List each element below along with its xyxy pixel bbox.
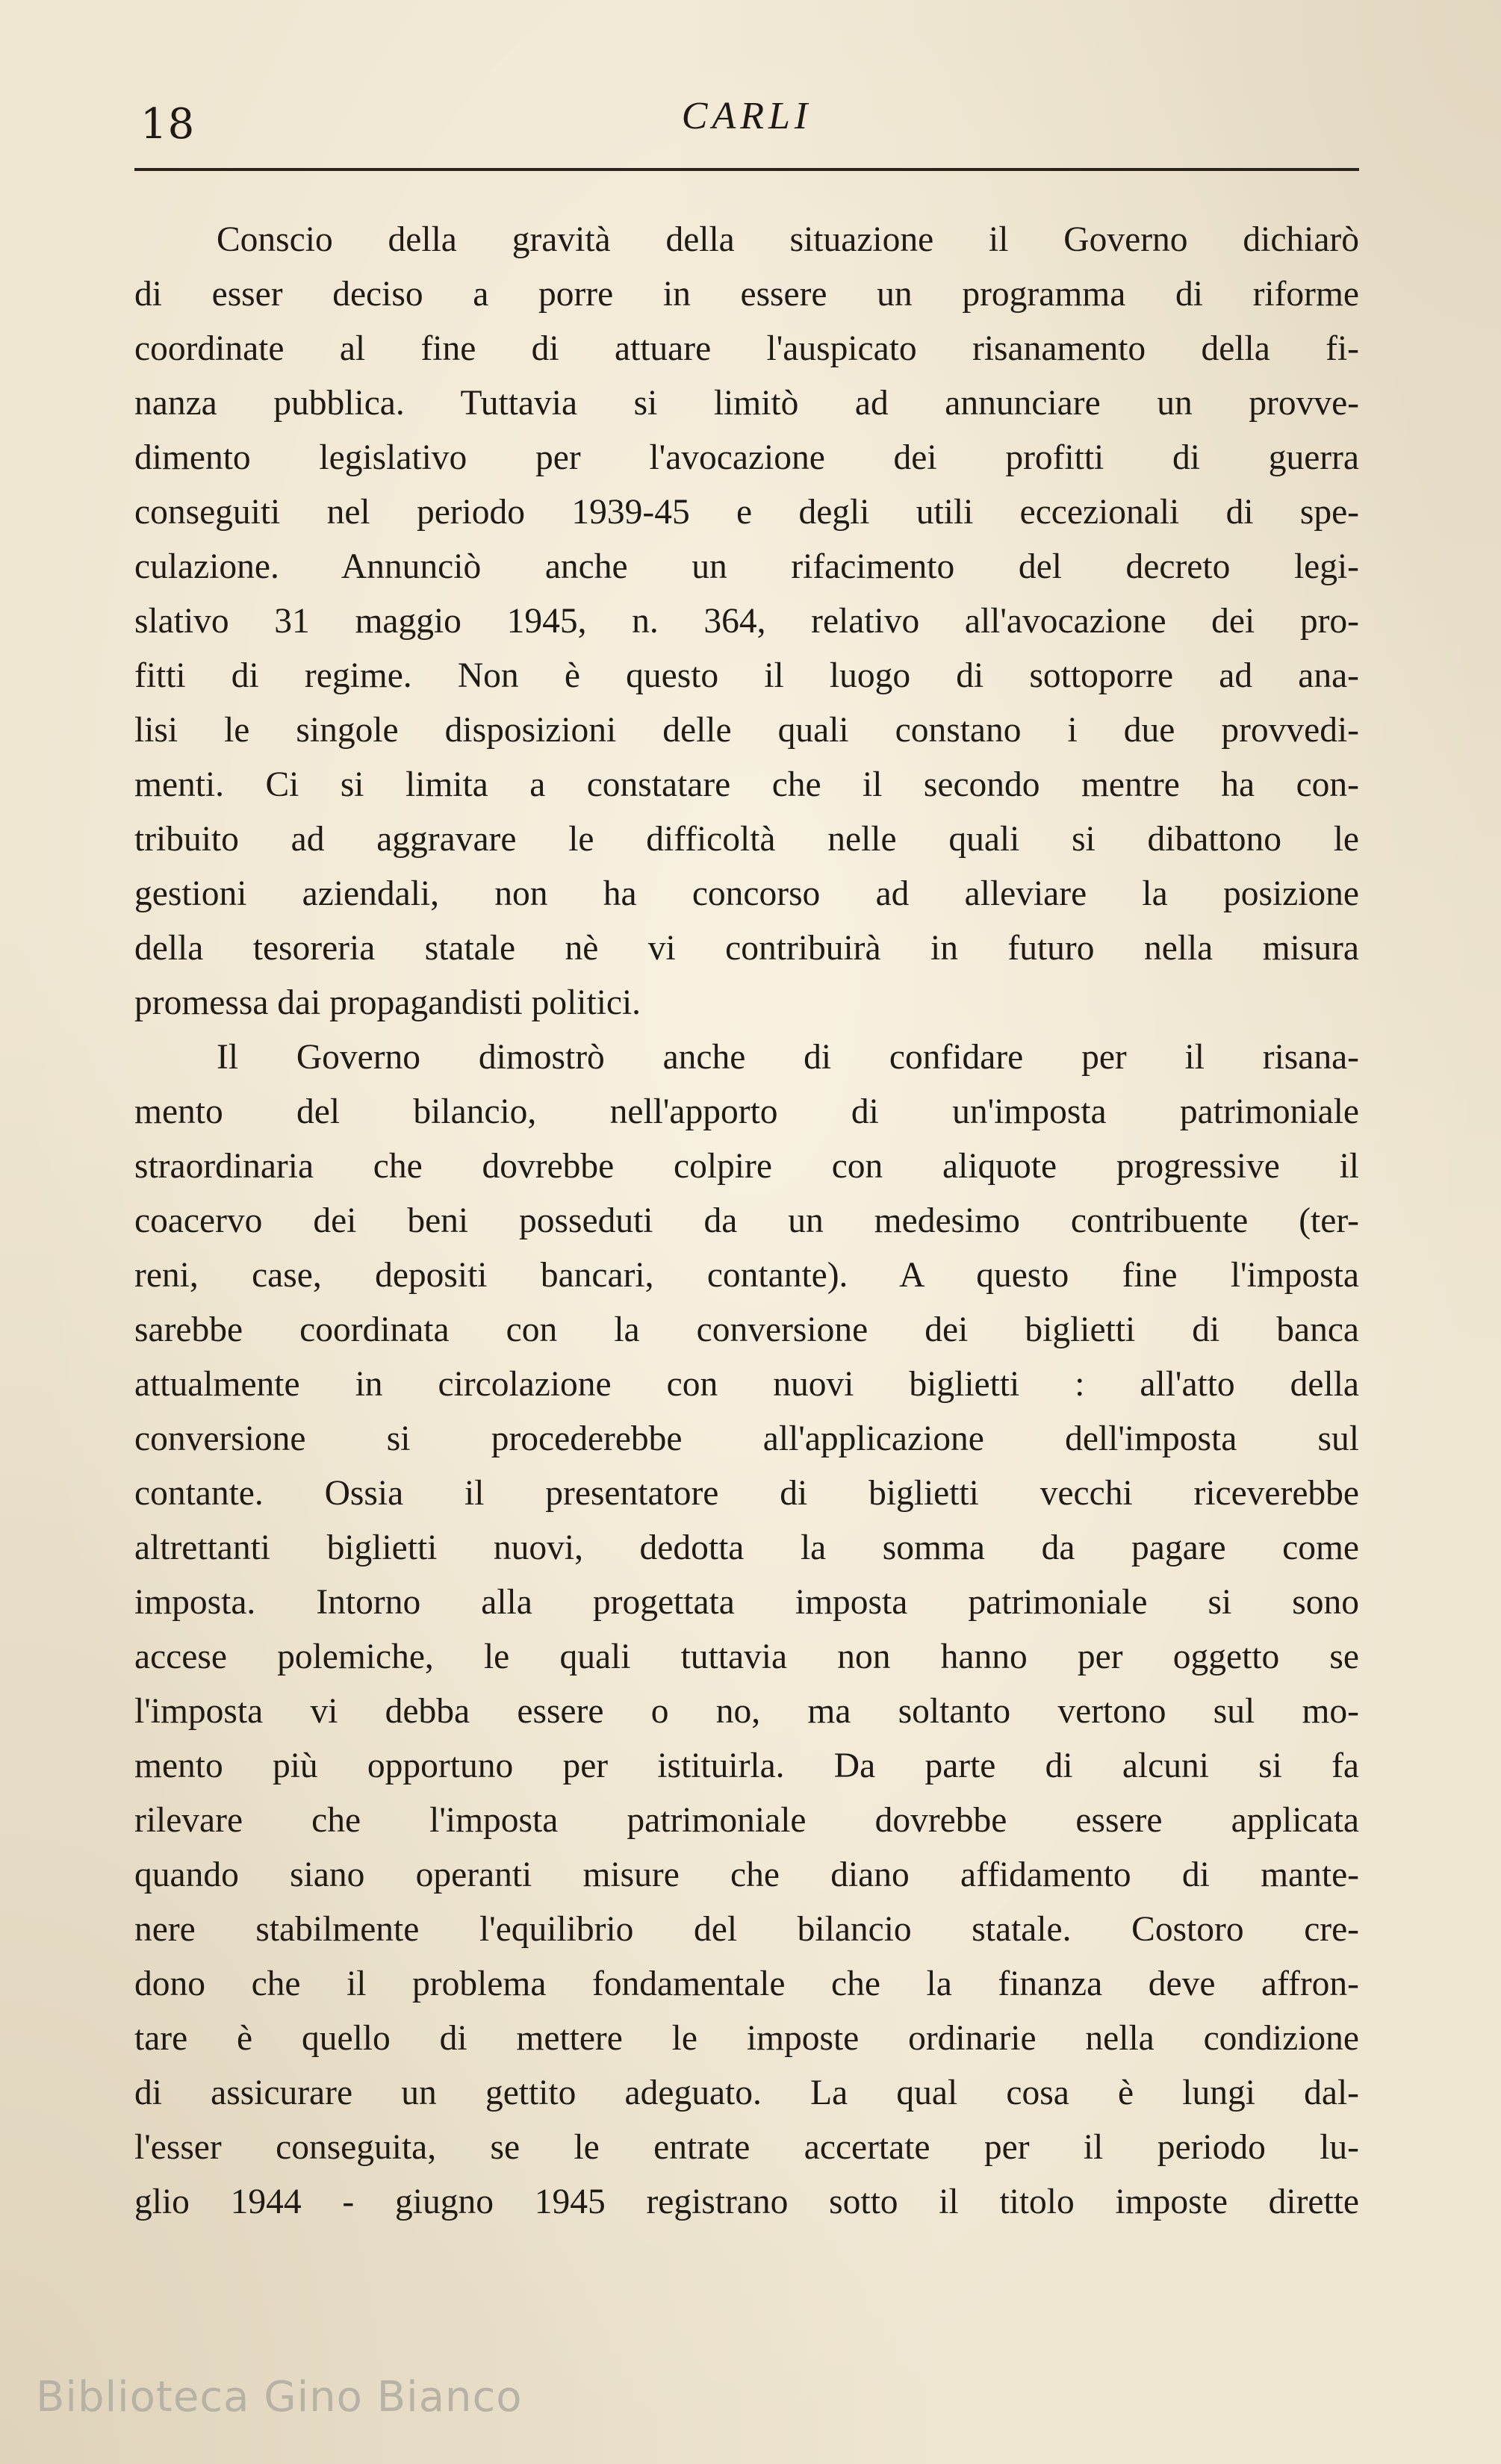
text-line: altrettanti biglietti nuovi, dedotta la somma da pagare come <box>134 1528 1359 1567</box>
text-line: Il Governo dimostrò anche di confidare per il risana- <box>217 1038 1359 1077</box>
text-line: mento del bilancio, nell'apporto di un'imposta patrimoniale <box>134 1092 1359 1131</box>
text-line: tare è quello di mettere le imposte ordinarie nella condizione <box>134 2019 1359 2058</box>
text-line: l'esser conseguita, se le entrate accertate per il periodo lu- <box>134 2128 1359 2167</box>
paragraph-2 <box>134 1030 1359 2230</box>
text-line: gestioni aziendali, non ha concorso ad alleviare la posizione <box>134 874 1359 913</box>
text-line: reni, case, depositi bancari, contante). A questo fine l'imposta <box>134 1256 1359 1295</box>
text-line: attualmente in circolazione con nuovi biglietti : all'atto della <box>134 1365 1359 1404</box>
text-line: straordinaria che dovrebbe colpire con aliquote progressive il <box>134 1147 1359 1186</box>
text-line: di esser deciso a porre in essere un programma di riforme <box>134 275 1359 314</box>
text-line: l'imposta vi debba essere o no, ma soltanto vertono sul mo- <box>134 1692 1359 1731</box>
header-rule <box>134 168 1359 171</box>
text-line: slativo 31 maggio 1945, n. 364, relativo all'avocazione dei pro- <box>134 602 1359 641</box>
page-number: 18 <box>140 100 196 149</box>
text-line: imposta. Intorno alla progettata imposta patrimoniale si sono <box>134 1583 1359 1622</box>
text-line: quando siano operanti misure che diano affidamento di mante- <box>134 1855 1359 1894</box>
text-line: dono che il problema fondamentale che la finanza deve affron- <box>134 1964 1359 2003</box>
text-line: Conscio della gravità della situazione il Governo dichiarò <box>217 220 1359 259</box>
text-line: coacervo dei beni posseduti da un medesimo contribuente (ter- <box>134 1201 1359 1240</box>
text-line: dimento legislativo per l'avocazione dei profitti di guerra <box>134 438 1359 477</box>
text-line: conseguiti nel periodo 1939-45 e degli utili eccezionali di spe- <box>134 493 1359 532</box>
text-line: culazione. Annunciò anche un rifacimento del decreto legi- <box>134 547 1359 586</box>
text-line: di assicurare un gettito adeguato. La qual cosa è lungi dal- <box>134 2073 1359 2112</box>
running-head: CARLI <box>681 95 812 137</box>
text-line: tribuito ad aggravare le difficoltà nelle quali si dibattono le <box>134 820 1359 859</box>
text-line: contante. Ossia il presentatore di biglietti vecchi riceverebbe <box>134 1474 1359 1513</box>
text-line: sarebbe coordinata con la conversione dei biglietti di banca <box>134 1310 1359 1349</box>
text-line: della tesoreria statale nè vi contribuirà in futuro nella misura <box>134 929 1359 968</box>
text-line: lisi le singole disposizioni delle quali constano i due provvedi- <box>134 711 1359 750</box>
text-line: mento più opportuno per istituirla. Da parte di alcuni si fa <box>134 1746 1359 1785</box>
paragraph-1 <box>134 213 1359 1030</box>
library-watermark: Biblioteca Gino Bianco <box>36 2373 523 2421</box>
text-line: rilevare che l'imposta patrimoniale dovrebbe essere applicata <box>134 1801 1359 1840</box>
text-line: glio 1944 - giugno 1945 registrano sotto il titolo imposte dirette <box>134 2183 1359 2221</box>
text-line: accese polemiche, le quali tuttavia non hanno per oggetto se <box>134 1637 1359 1676</box>
text-line: coordinate al fine di attuare l'auspicato risanamento della fi- <box>134 329 1359 368</box>
text-line: conversione si procederebbe all'applicazione dell'imposta sul <box>134 1419 1359 1458</box>
body-text <box>134 213 1359 2230</box>
text-line: nanza pubblica. Tuttavia si limitò ad annunciare un provve- <box>134 384 1359 423</box>
text-line: menti. Ci si limita a constatare che il secondo mentre ha con- <box>134 765 1359 804</box>
page-header <box>134 90 1359 172</box>
text-line: fitti di regime. Non è questo il luogo di sottoporre ad ana- <box>134 656 1359 695</box>
text-line: promessa dai propagandisti politici. <box>134 983 641 1022</box>
text-line: nere stabilmente l'equilibrio del bilancio statale. Costoro cre- <box>134 1910 1359 1949</box>
